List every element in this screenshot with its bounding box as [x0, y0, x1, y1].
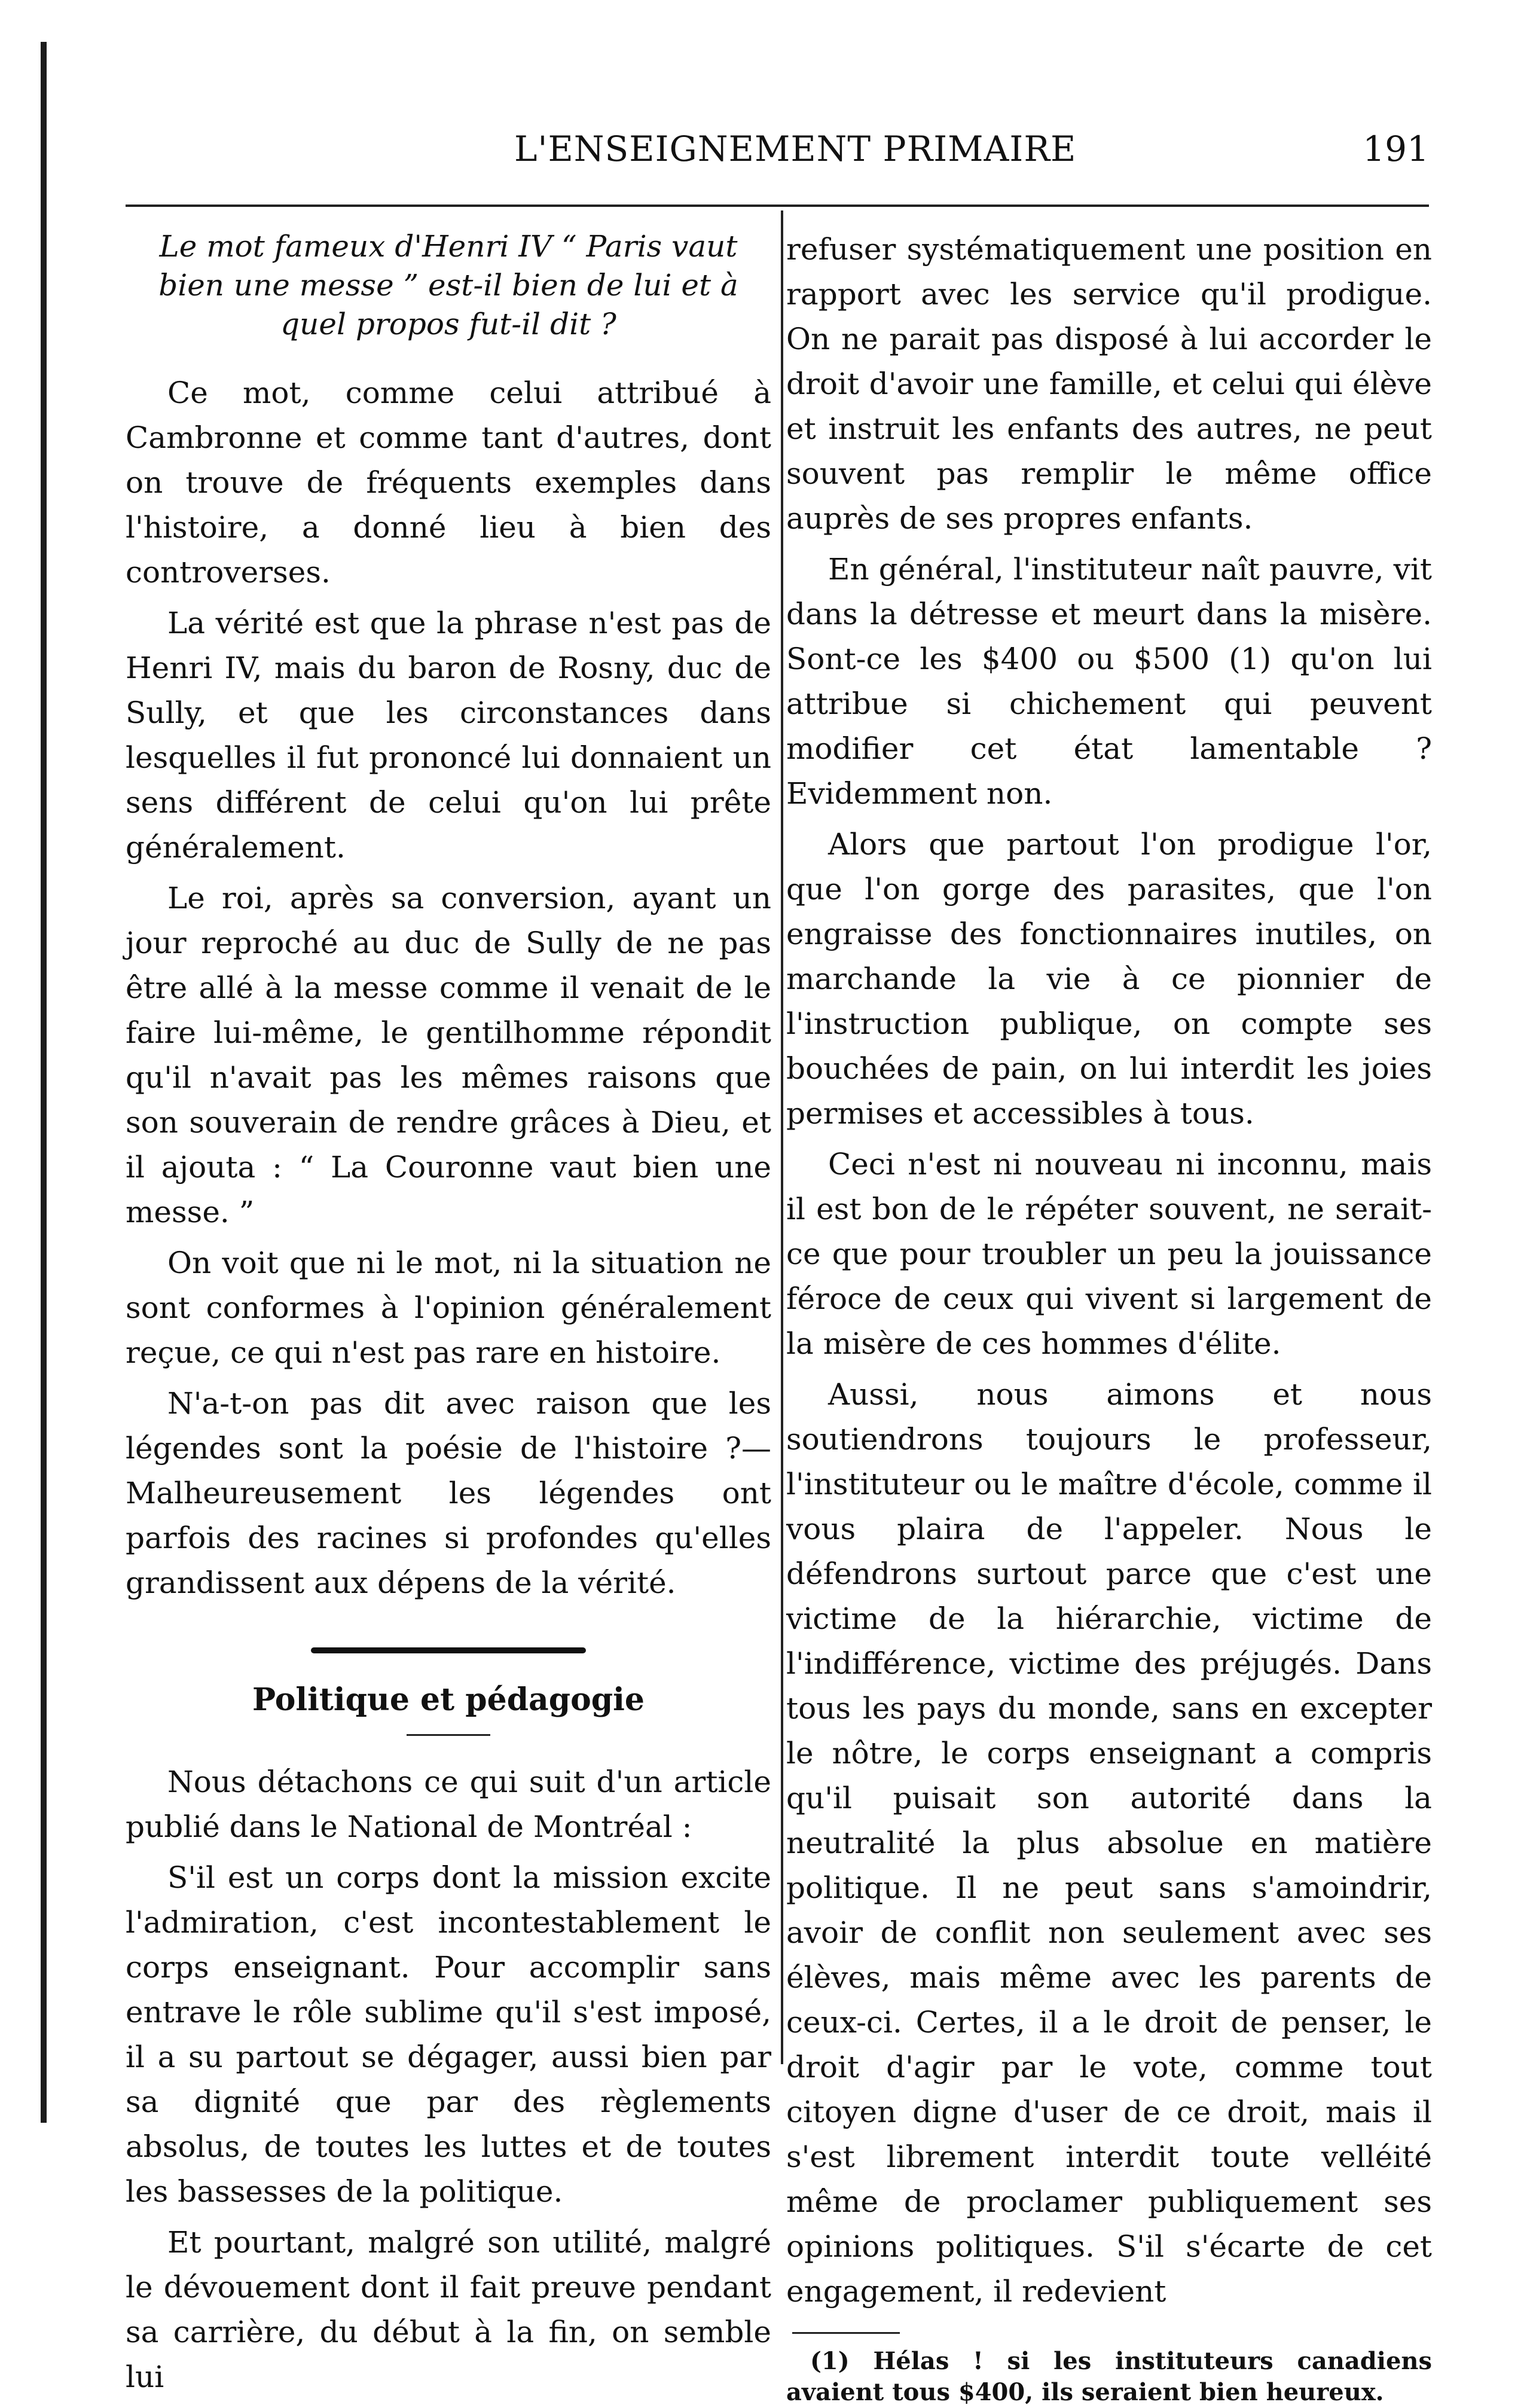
paragraph: La vérité est que la phrase n'est pas de Henri IV, mais du baron de Rosny, duc de Sully, et que les circonstances dans lesquelles il fut prononcé lui donnaient un sens différent de celui qu'on lui prête généralement. [126, 606, 771, 865]
page-edge-bar [41, 42, 47, 2123]
paragraph: Nous détachons ce qui suit d'un article publié dans le National de Montréal : [126, 1765, 771, 1844]
running-title: L'ENSEIGNEMENT PRIMAIRE [514, 129, 1077, 169]
footnote-rule [792, 2332, 900, 2334]
paragraph: Aussi, nous aimons et nous soutiendrons toujours le professeur, l'instituteur ou le maître d'école, comme il vous plaira de l'appeler. Nous le défendrons surtout parce que c'est une victime de la hiérarchie, victime de l'indifférence, victime des préjugés. Dans tous les pays du monde, sans en excepter le nôtre, le corps enseignant a compris qu'il puisait son autorité dans la neutralité la plus absolue en matière politique. Il ne peut sans s'amoindrir, avoir de conflit non seulement avec ses élèves, mais même avec les parents de ceux-ci. Certes, il a le droit de penser, le droit d'agir par le vote, comme tout citoyen digne d'user de ce droit, mais il s'est librement interdit toute velléité même de proclamer publiquement ses opinions politiques. S'il s'écarte de cet engagement, il redevient [786, 1377, 1432, 2309]
page-header [126, 129, 1429, 176]
header-rule [126, 205, 1429, 207]
paragraph: Le roi, après sa conversion, ayant un jour reproché au duc de Sully de ne pas être allé à la messe comme il venait de le faire lui-même, le gentilhomme répondit qu'il n'avait pas les mêmes raisons que son souverain de rendre grâces à Dieu, et il ajouta : “ La Couronne vaut bien une messe. ” [126, 881, 771, 1229]
question-heading: Le mot fameux d'Henri IV “ Paris vaut bien une messe ” est-il bien de lui et à quel propos fut-il dit ? [158, 229, 738, 341]
page-number: 191 [1363, 129, 1429, 169]
section-ornament [311, 1647, 586, 1653]
section-rule [407, 1734, 490, 1736]
paragraph: Alors que partout l'on prodigue l'or, que l'on gorge des parasites, que l'on engraisse des fonctionnaires inutiles, on marchande la vie à ce pionnier de l'instruction publique, on compte ses bouchées de pain, on lui interdit les joies permises et accessibles à tous. [786, 827, 1432, 1131]
paragraph: On voit que ni le mot, ni la situation ne sont conformes à l'opinion généralement reçue, ce qui n'est pas rare en histoire. [126, 1246, 771, 1370]
paragraph: En général, l'instituteur naît pauvre, vit dans la détresse et meurt dans la misère. Sont-ce les $400 ou $500 (1) qu'on lui attribue si chichement qui peuvent modifier cet état lamentable ? Evidemment non. [786, 552, 1432, 811]
section-title: Politique et pédagogie [252, 1681, 645, 1718]
paragraph: N'a-t-on pas dit avec raison que les légendes sont la poésie de l'histoire ?—Malheureusement les légendes ont parfois des racines si profondes qu'elles grandissent aux dépens de la vérité. [126, 1386, 771, 1600]
column-divider [781, 210, 783, 2064]
right-column [786, 227, 1432, 2408]
footnote: (1) Hélas ! si les instituteurs canadiens avaient tous $400, ils seraient bien heureux. [786, 2347, 1432, 2406]
left-column [126, 227, 771, 2406]
paragraph: S'il est un corps dont la mission excite l'admiration, c'est incontestablement le corps enseignant. Pour accomplir sans entrave le rôle sublime qu'il s'est imposé, il a su partout se dégager, aussi bien par sa dignité que par des règlements absolus, de toutes les luttes et de toutes les bassesses de la politique. [126, 1860, 771, 2209]
paragraph: refuser systématiquement une position en rapport avec les service qu'il prodigue. On ne parait pas disposé à lui accorder le droit d'avoir une famille, et celui qui élève et instruit les enfants des autres, ne peut souvent pas remplir le même office auprès de ses propres enfants. [786, 232, 1432, 536]
paragraph: Ce mot, comme celui attribué à Cambronne et comme tant d'autres, dont on trouve de fréquents exemples dans l'histoire, a donné lieu à bien des controverses. [126, 376, 771, 590]
paragraph: Ceci n'est ni nouveau ni inconnu, mais il est bon de le répéter souvent, ne serait-ce que pour troubler un peu la jouissance féroce de ceux qui vivent si largement de la misère de ces hommes d'élite. [786, 1147, 1432, 1361]
paragraph: Et pourtant, malgré son utilité, malgré le dévouement dont il fait preuve pendant sa carrière, du début à la fin, on semble lui [126, 2225, 771, 2394]
